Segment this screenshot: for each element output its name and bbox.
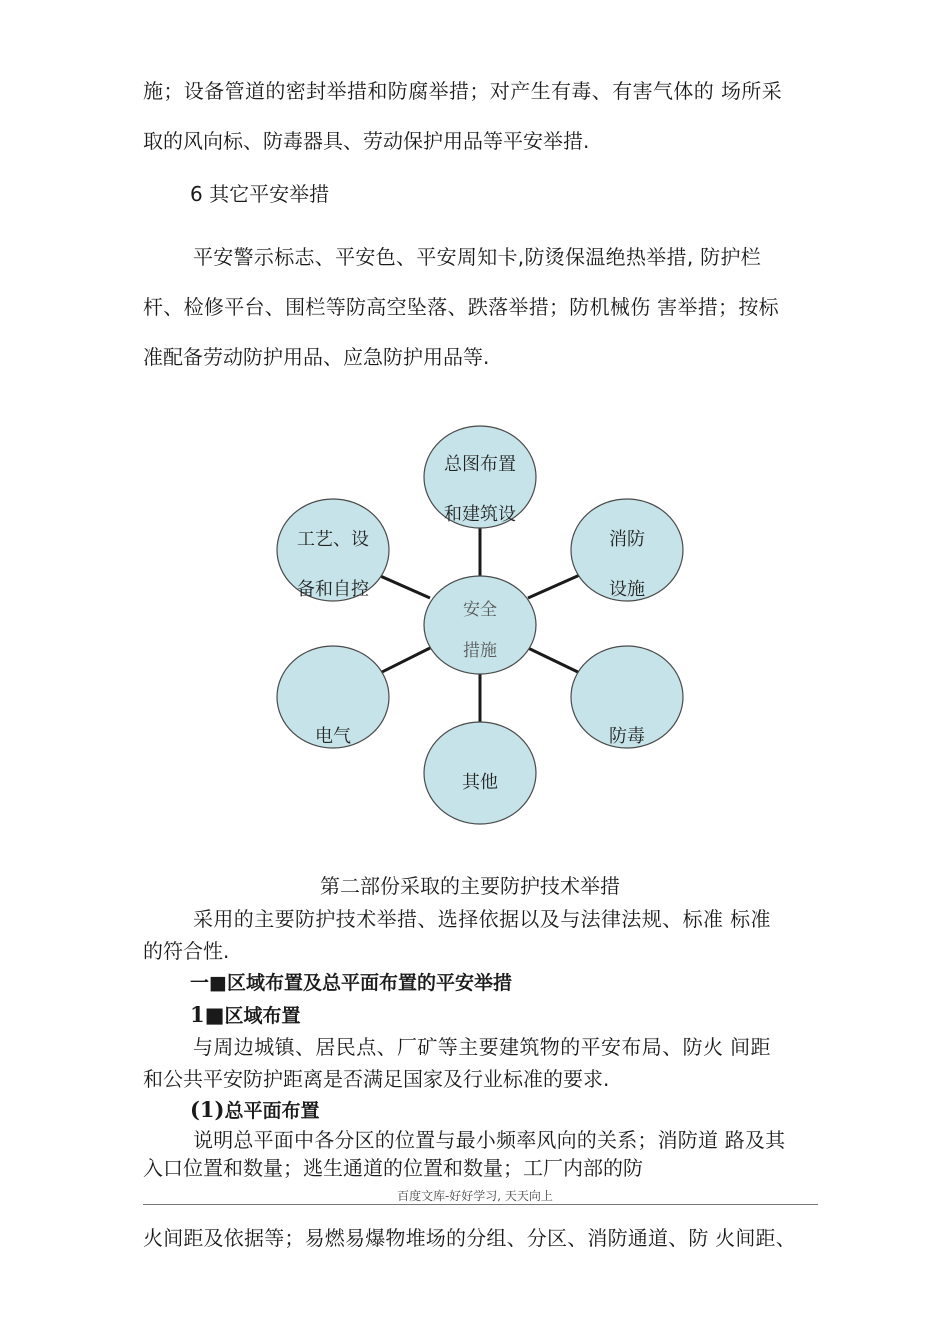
subsection-number: 1■ [190,1002,225,1027]
node-top-line2: 和建筑设 [444,504,516,525]
connector-lower-left [378,648,430,674]
paragraph-line: 施；设备管道的密封举措和防腐举措；对产生有毒、有害气体的 场所采 [143,79,783,103]
node-center-line1: 安全 [463,600,497,620]
connector-upper-left [378,575,430,598]
safety-measures-diagram [0,410,950,830]
node-upper-right-line1: 消防 [609,529,645,550]
subsection-title: 一■区域布置及总平面布置的平安举措 [190,972,512,994]
connector-lower-right [528,648,582,674]
part2-heading: 第二部份采取的主要防护技术举措 [320,874,620,898]
node-bottom [424,722,536,824]
subsection-number: (1) [190,1097,225,1122]
node-upper-left-line1: 工艺、设 [297,529,369,550]
node-upper-left-line2: 备和自控 [297,579,369,600]
paragraph-line: 平安警示标志、平安色、平安周知卡,防烫保温绝热举措, 防护栏 [193,245,762,269]
subsection-text: 区域布置 [224,1005,301,1027]
paragraph-line: 说明总平面中各分区的位置与最小频率风向的关系；消防道 路及其 [193,1128,786,1152]
paragraph-line: 的符合性. [143,939,230,963]
node-lower-left-line1: 电气 [315,726,351,747]
node-center-line2: 措施 [463,641,497,661]
node-upper-right [571,499,683,601]
footer-divider [143,1204,818,1205]
paragraph-line: 入口位置和数量；逃生通道的位置和数量；工厂内部的防 [143,1156,643,1180]
node-lower-left [277,646,389,748]
node-lower-right-line1: 防毒 [609,726,645,747]
paragraph-line: 火间距及依据等；易燃易爆物堆场的分组、分区、消防通道、防 火间距、 [143,1226,796,1250]
paragraph-line: 采用的主要防护技术举措、选择依据以及与法律法规、标准 标准 [193,907,771,931]
subsection-text: 总平面布置 [224,1100,320,1122]
paragraph-line: 与周边城镇、居民点、厂矿等主要建筑物的平安布局、防火 间距 [193,1035,771,1059]
node-top [424,426,536,528]
node-bottom-line1: 其他 [462,772,498,793]
subsection-title [190,1097,320,1124]
page-footer: 百度文库-好好学习, 天天向上 [397,1189,553,1203]
node-lower-right [571,646,683,748]
connector-upper-right [528,574,582,598]
node-upper-right-line2: 设施 [609,579,645,600]
section-title: 6 其它平安举措 [190,182,330,206]
paragraph-line: 杆、检修平台、围栏等防高空坠落、跌落举措；防机械伤 害举措；按标 [143,295,779,319]
paragraph-line: 和公共平安防护距离是否满足国家及行业标准的要求. [143,1067,610,1091]
node-top-line1: 总图布置 [444,454,516,475]
paragraph-line: 取的风向标、防毒器具、劳动保护用品等平安举措. [143,129,590,153]
node-center [424,576,536,674]
node-upper-left [277,499,389,601]
subsection-title [190,1002,300,1029]
paragraph-line: 准配备劳动防护用品、应急防护用品等. [143,345,490,369]
